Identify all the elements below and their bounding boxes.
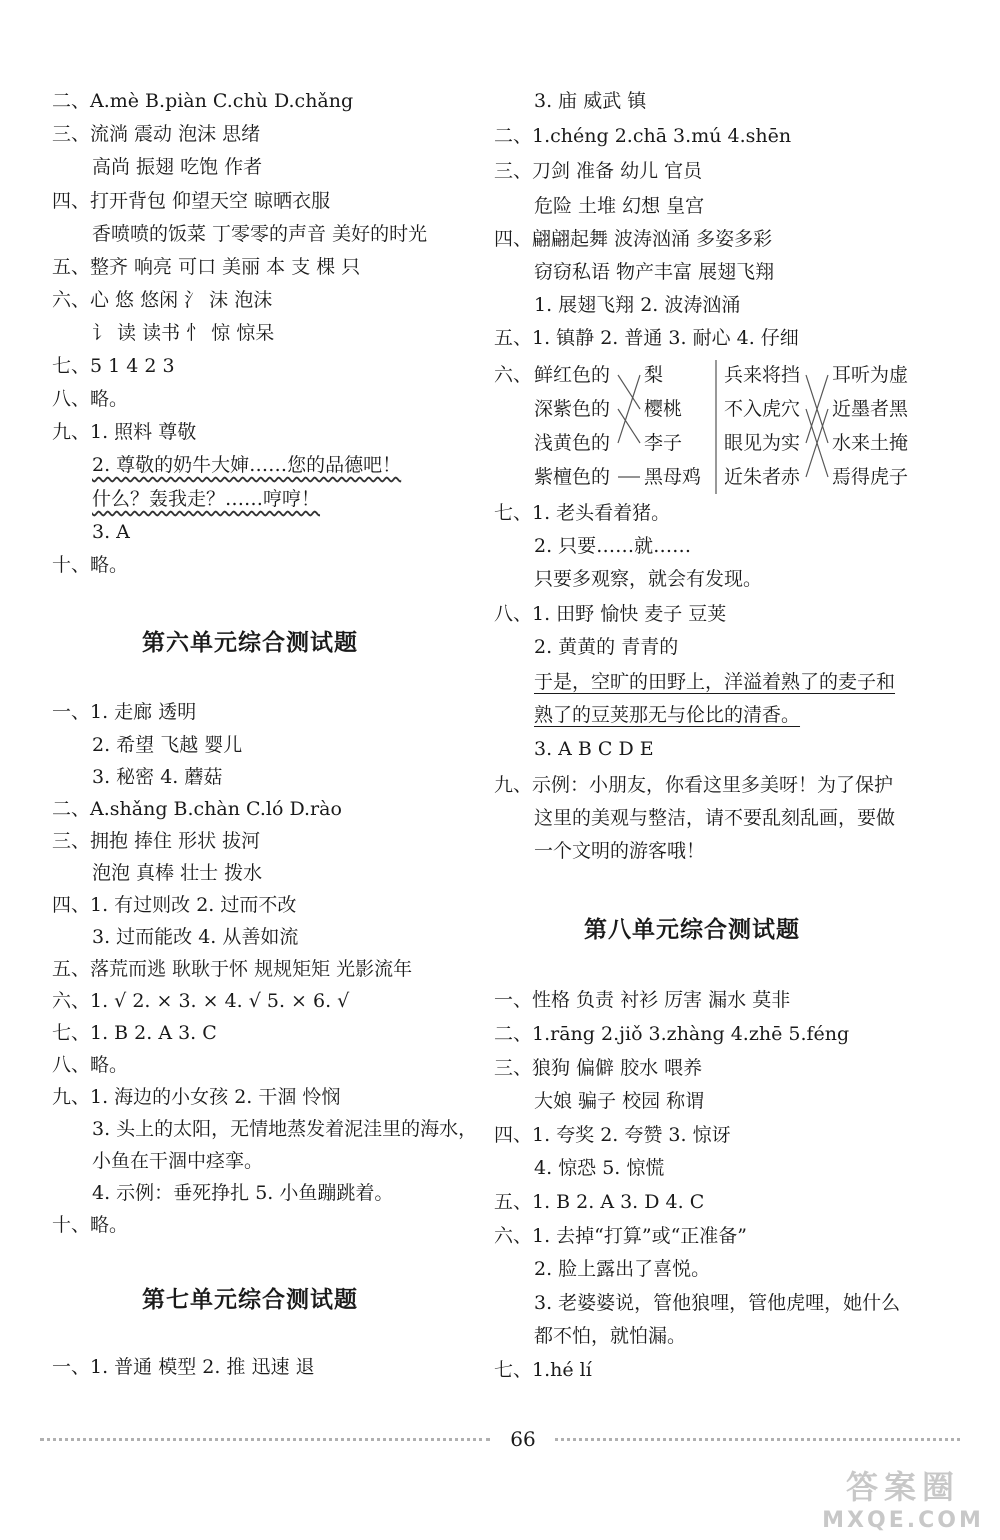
- match-idiom-b: 耳听为虚: [832, 364, 909, 386]
- answer-line: 四、打开背包 仰望天空 晾晒衣服: [52, 190, 331, 212]
- answer-line: 3. A: [92, 521, 130, 543]
- answer-line: 三、刀剑 准备 幼儿 官员: [494, 160, 703, 182]
- answer-line: 3. 过而能改 4. 从善如流: [92, 926, 299, 948]
- match-fruit: 李子: [644, 432, 683, 454]
- match-fruit: 梨: [644, 364, 664, 386]
- answer-line: 四、1. 有过则改 2. 过而不改: [52, 894, 297, 916]
- answer-line: 二、A.shǎng B.chàn C.ló D.rào: [52, 798, 342, 820]
- match-label: 六、: [494, 364, 533, 386]
- watermark-logo: [818, 1462, 988, 1532]
- answer-line: 七、5 1 4 2 3: [52, 355, 175, 377]
- answer-line: 二、1.chéng 2.chā 3.mú 4.shēn: [494, 125, 792, 147]
- answer-line: 二、1.rāng 2.jiǒ 3.zhàng 4.zhē 5.féng: [494, 1023, 850, 1045]
- answer-line: 都不怕，就怕漏。: [534, 1325, 687, 1347]
- answer-line: 香喷喷的饭菜 丁零零的声音 美好的时光: [92, 223, 428, 245]
- answer-line: 十、略。: [52, 1214, 129, 1236]
- section-heading: 第八单元综合测试题: [584, 917, 800, 943]
- answer-line: 九、1. 海边的小女孩 2. 干涸 怜悯: [52, 1086, 341, 1108]
- matching-lines: [494, 360, 964, 500]
- answer-line: 高尚 振翅 吃饱 作者: [92, 156, 263, 178]
- answer-line: 小鱼在干涸中痉挛。: [92, 1150, 264, 1172]
- page-footer: [40, 1425, 960, 1455]
- answer-line: 八、1. 田野 愉快 麦子 豆荚: [494, 603, 727, 625]
- answer-line: 十、略。: [52, 554, 129, 576]
- answer-line: 一、性格 负责 衬衫 厉害 漏水 莫非: [494, 989, 791, 1011]
- answer-line: 4. 示例：垂死挣扎 5. 小鱼蹦跳着。: [92, 1182, 394, 1204]
- answer-line: 这里的美观与整洁，请不要乱刻乱画，要做: [534, 807, 896, 829]
- answer-line: 五、整齐 响亮 可口 美丽 本 支 棵 只: [52, 256, 361, 278]
- answer-line: 六、1. 去掉“打算”或“正准备”: [494, 1225, 748, 1247]
- answer-line: 2. 希望 飞越 婴儿: [92, 734, 243, 756]
- answer-line: 三、流淌 震动 泡沫 思绪: [52, 123, 261, 145]
- answer-line: 3. 老婆婆说，管他狼哩，管他虎哩，她什么: [534, 1292, 901, 1314]
- answer-line: 讠 读 读书 忄 惊 惊呆: [92, 322, 275, 344]
- match-idiom-a: 近朱者赤: [724, 466, 801, 488]
- answer-line: 泡泡 真棒 壮士 拨水: [92, 862, 263, 884]
- watermark-title: 答案圈: [845, 1467, 960, 1506]
- answer-line: 九、1. 照料 尊敬: [52, 421, 197, 443]
- answer-line: 五、1. 镇静 2. 普通 3. 耐心 4. 仔细: [494, 327, 799, 349]
- answer-line: 于是，空旷的田野上，洋溢着熟了的麦子和: [534, 671, 896, 693]
- answer-line: 七、1.hé lí: [494, 1359, 592, 1381]
- match-color: 浅黄色的: [534, 432, 611, 454]
- answer-line: 五、1. B 2. A 3. D 4. C: [494, 1191, 705, 1213]
- answer-line: 七、1. B 2. A 3. C: [52, 1022, 217, 1044]
- match-idiom-a: 不入虎穴: [724, 398, 801, 420]
- answer-line: 八、略。: [52, 388, 129, 410]
- match-idiom-a: 眼见为实: [724, 432, 801, 454]
- footer-dots-right: [555, 1438, 960, 1441]
- answer-line: 只要多观察，就会有发现。: [534, 568, 763, 590]
- answer-line: 八、略。: [52, 1054, 129, 1076]
- answer-line: 熟了的豆荚那无与伦比的清香。: [534, 704, 801, 726]
- match-idiom-b: 近墨者黑: [832, 398, 909, 420]
- answer-line: 一、1. 走廊 透明: [52, 701, 197, 723]
- answer-line: 七、1. 老头看着猪。: [494, 502, 671, 524]
- answer-line: 六、心 悠 悠闲 氵 沫 泡沫: [52, 289, 273, 311]
- answer-line: 四、1. 夸奖 2. 夸赞 3. 惊讶: [494, 1124, 731, 1146]
- answer-line: 三、狼狗 偏僻 胶水 喂养: [494, 1057, 703, 1079]
- answer-line: 1. 展翅飞翔 2. 波涛汹涌: [534, 294, 741, 316]
- match-color: 紫檀色的: [534, 466, 611, 488]
- match-idiom-b: 水来土掩: [832, 432, 909, 454]
- answer-line: 2. 脸上露出了喜悦。: [534, 1258, 711, 1280]
- match-fruit: 樱桃: [644, 398, 683, 420]
- match-idiom-a: 兵来将挡: [724, 364, 801, 386]
- answer-line: 什么？轰我走？……哼哼！: [92, 488, 321, 510]
- page-number: 66: [510, 1427, 536, 1451]
- match-color: 深紫色的: [534, 398, 611, 420]
- answer-line: 六、1. √ 2. × 3. × 4. √ 5. × 6. √: [52, 990, 350, 1012]
- answer-line: 大娘 骗子 校园 称谓: [534, 1090, 705, 1112]
- answer-line: 2. 只要……就……: [534, 535, 692, 557]
- section-heading: 第七单元综合测试题: [142, 1287, 358, 1313]
- answer-line: 3. 头上的太阳，无情地蒸发着泥洼里的海水，: [92, 1118, 478, 1140]
- answer-line: 九、示例：小朋友，你看这里多美呀！为了保护: [494, 774, 894, 796]
- answer-line: 三、拥抱 捧住 形状 拔河: [52, 830, 261, 852]
- answer-line: 四、翩翩起舞 波涛汹涌 多姿多彩: [494, 228, 773, 250]
- answer-line: 窃窃私语 物产丰富 展翅飞翔: [534, 261, 775, 283]
- answer-line: 3. 庙 威武 镇: [534, 90, 647, 112]
- answer-line: 一、1. 普通 模型 2. 推 迅速 退: [52, 1356, 315, 1378]
- answer-line: 2. 尊敬的奶牛大婶……您的品德吧！: [92, 454, 402, 476]
- answer-line: 3. A B C D E: [534, 738, 654, 760]
- answer-line: 危险 土堆 幻想 皇宫: [534, 195, 705, 217]
- answer-line: 五、落荒而逃 耿耿于怀 规规矩矩 光影流年: [52, 958, 413, 980]
- answer-line: 2. 黄黄的 青青的: [534, 636, 679, 658]
- answer-line: 4. 惊恐 5. 惊慌: [534, 1157, 665, 1179]
- matching-exercise: [494, 360, 964, 500]
- answer-line: 3. 秘密 4. 蘑菇: [92, 766, 223, 788]
- section-heading: 第六单元综合测试题: [142, 630, 358, 656]
- answer-line: 二、A.mè B.piàn C.chù D.chǎng: [52, 90, 354, 112]
- match-fruit: 黑母鸡: [644, 466, 702, 488]
- match-color: 鲜红色的: [534, 364, 611, 386]
- answer-line: 一个文明的游客哦！: [534, 840, 706, 862]
- footer-dots-left: [40, 1438, 490, 1441]
- watermark-url: MXQE.COM: [822, 1507, 984, 1533]
- match-idiom-b: 焉得虎子: [832, 466, 909, 488]
